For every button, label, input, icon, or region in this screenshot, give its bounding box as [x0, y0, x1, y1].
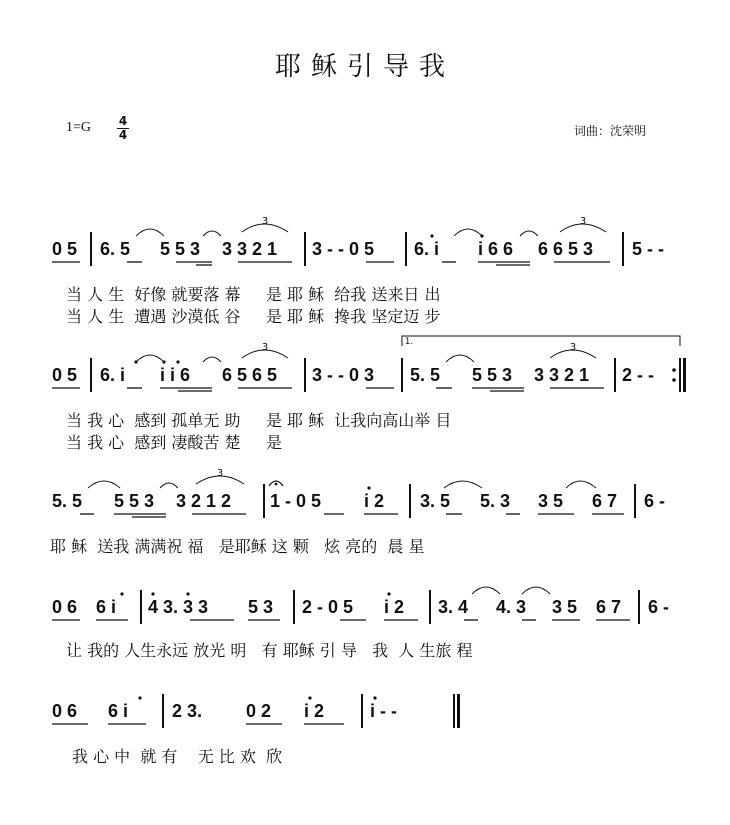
lyric-line: [0, 410, 730, 432]
bar-line: [304, 232, 306, 266]
triplet-number: 3: [569, 342, 577, 353]
notation-group: 6 7: [596, 597, 622, 617]
time-signature: [117, 115, 129, 142]
notation-group: i 2: [384, 597, 405, 617]
bar-line: [638, 590, 640, 624]
lyric-verse-2: 当 我 心 感到 凄酸苦 楚 是: [66, 433, 282, 452]
triplet-number: 3: [579, 216, 587, 227]
notation-group: i 6 6: [478, 239, 514, 259]
lyric-line: [0, 746, 730, 768]
notation-group: 5 5 3: [114, 491, 155, 511]
bar-line: [401, 358, 403, 392]
notation-group: 0 5: [52, 365, 78, 385]
bar-line: [304, 358, 306, 392]
bar-line: [162, 694, 164, 728]
notation-group: 6 6 5 3: [538, 239, 594, 259]
notation-group: 2 3.: [172, 701, 203, 721]
lyric-verse-1: 当 我 心 感到 孤单无 助 是 耶 稣 让我向高山举 目: [66, 411, 452, 430]
lyric-line: [0, 306, 730, 328]
bar-line: [263, 484, 265, 518]
notation-group: 5. 5: [410, 365, 441, 385]
notation-group: 5. 3: [480, 491, 511, 511]
notation-group: 6 i: [96, 597, 117, 617]
notation-group: 3 5: [552, 597, 578, 617]
notation-line-5: [0, 694, 730, 728]
notation-group: 5 - -: [632, 239, 665, 259]
lyric-line: [0, 536, 730, 558]
lyric-verse: 耶 稣 送我 满满祝 福 是耶稣 这 颗 炫 亮的 晨 星: [50, 537, 425, 556]
notation-group: 6 i: [108, 701, 129, 721]
notation-group: 2 - 0 5: [302, 597, 354, 617]
notation-group: 0 6: [52, 701, 78, 721]
notation-group: i 2: [304, 701, 325, 721]
notation-group: 5 3: [248, 597, 274, 617]
final-bar-thick: [457, 694, 460, 728]
key-signature: 1=G: [66, 120, 92, 135]
notation-group: 3 5: [538, 491, 564, 511]
notation-group: 4 3. 3 3: [148, 597, 209, 617]
triplet-slur: [550, 350, 596, 358]
time-signature-bottom: 4: [118, 128, 128, 142]
lyric-verse-1: 当 人 生 好像 就要落 幕 是 耶 稣 给我 送来日 出: [66, 285, 441, 304]
notation-group: 3 - - 0 5: [312, 239, 375, 259]
notation-group: 5. 5: [52, 491, 83, 511]
lyric-line: [0, 432, 730, 454]
volta-number: 1.: [404, 337, 414, 347]
repeat-bar-thick: [683, 358, 686, 392]
triplet-slur: [242, 224, 288, 232]
lyric-line: [0, 284, 730, 306]
bar-line: [634, 484, 636, 518]
volta-bracket: [402, 336, 680, 346]
lyric-verse: 我 心 中 就 有 无 比 欢 欣: [72, 747, 283, 766]
bar-line: [409, 484, 411, 518]
bar-line: [614, 358, 616, 392]
notation-group: 6 -: [648, 597, 670, 617]
bar-line: [429, 590, 431, 624]
triplet-slur: [560, 224, 606, 232]
notation-line-4: [0, 590, 730, 624]
repeat-bar-thin: [679, 358, 681, 392]
triplet-number: 3: [261, 216, 269, 227]
notation-group: 6 -: [644, 491, 666, 511]
notation-group: 3 - - 0 3: [312, 365, 375, 385]
notation-line-2: [0, 358, 730, 392]
notation-group: 0 2: [246, 701, 272, 721]
notation-group: 3 2 1 2: [176, 491, 232, 511]
notation-group: 2 - -: [622, 365, 655, 385]
notation-group: 3. 5: [420, 491, 451, 511]
bar-line: [293, 590, 295, 624]
notation-group: 6. 5: [100, 239, 131, 259]
notation-group: 5 5 3: [472, 365, 513, 385]
triplet-slur: [196, 476, 244, 484]
notation-group: 1 - 0 5: [270, 491, 322, 511]
triplet-number: 3: [261, 342, 269, 353]
bar-line: [361, 694, 363, 728]
notation-group: 3 3 2 1: [222, 239, 278, 259]
triplet-slur: [242, 350, 288, 358]
triplet-number: 3: [216, 468, 224, 479]
bar-line: [405, 232, 407, 266]
song-title: 耶稣引导我: [274, 52, 455, 82]
bar-line: [90, 358, 92, 392]
lyric-verse: 让 我的 人生永远 放光 明 有 耶稣 引 导 我 人 生旅 程: [66, 641, 473, 660]
bar-line: [140, 590, 142, 624]
notation-group: 3 3 2 1: [534, 365, 590, 385]
notation-group: 6 5 6 5: [222, 365, 278, 385]
final-bar-thin: [453, 694, 455, 728]
notation-group: i 2: [364, 491, 385, 511]
notation-group: 5 5 3: [160, 239, 201, 259]
notation-group: 4. 3: [496, 597, 527, 617]
notation-group: 0 5: [52, 239, 78, 259]
notation-group: 6 7: [592, 491, 618, 511]
notation-line-1: [0, 232, 730, 266]
time-signature-top: 4: [118, 114, 128, 128]
notation-group: 6. i: [100, 365, 126, 385]
notation-group: 0 6: [52, 597, 78, 617]
notation-line-3: [0, 484, 730, 518]
credit: 词曲：沈荣明: [574, 124, 647, 138]
lyric-verse-2: 当 人 生 遭遇 沙漠低 谷 是 耶 稣 搀我 坚定迈 步: [66, 307, 441, 326]
notation-group: i i 6: [160, 365, 191, 385]
lyric-line: [0, 640, 730, 662]
notation-group: 6. i: [414, 239, 440, 259]
notation-group: i - -: [370, 701, 397, 721]
bar-line: [622, 232, 624, 266]
notation-group: 3. 4: [438, 597, 469, 617]
bar-line: [90, 232, 92, 266]
